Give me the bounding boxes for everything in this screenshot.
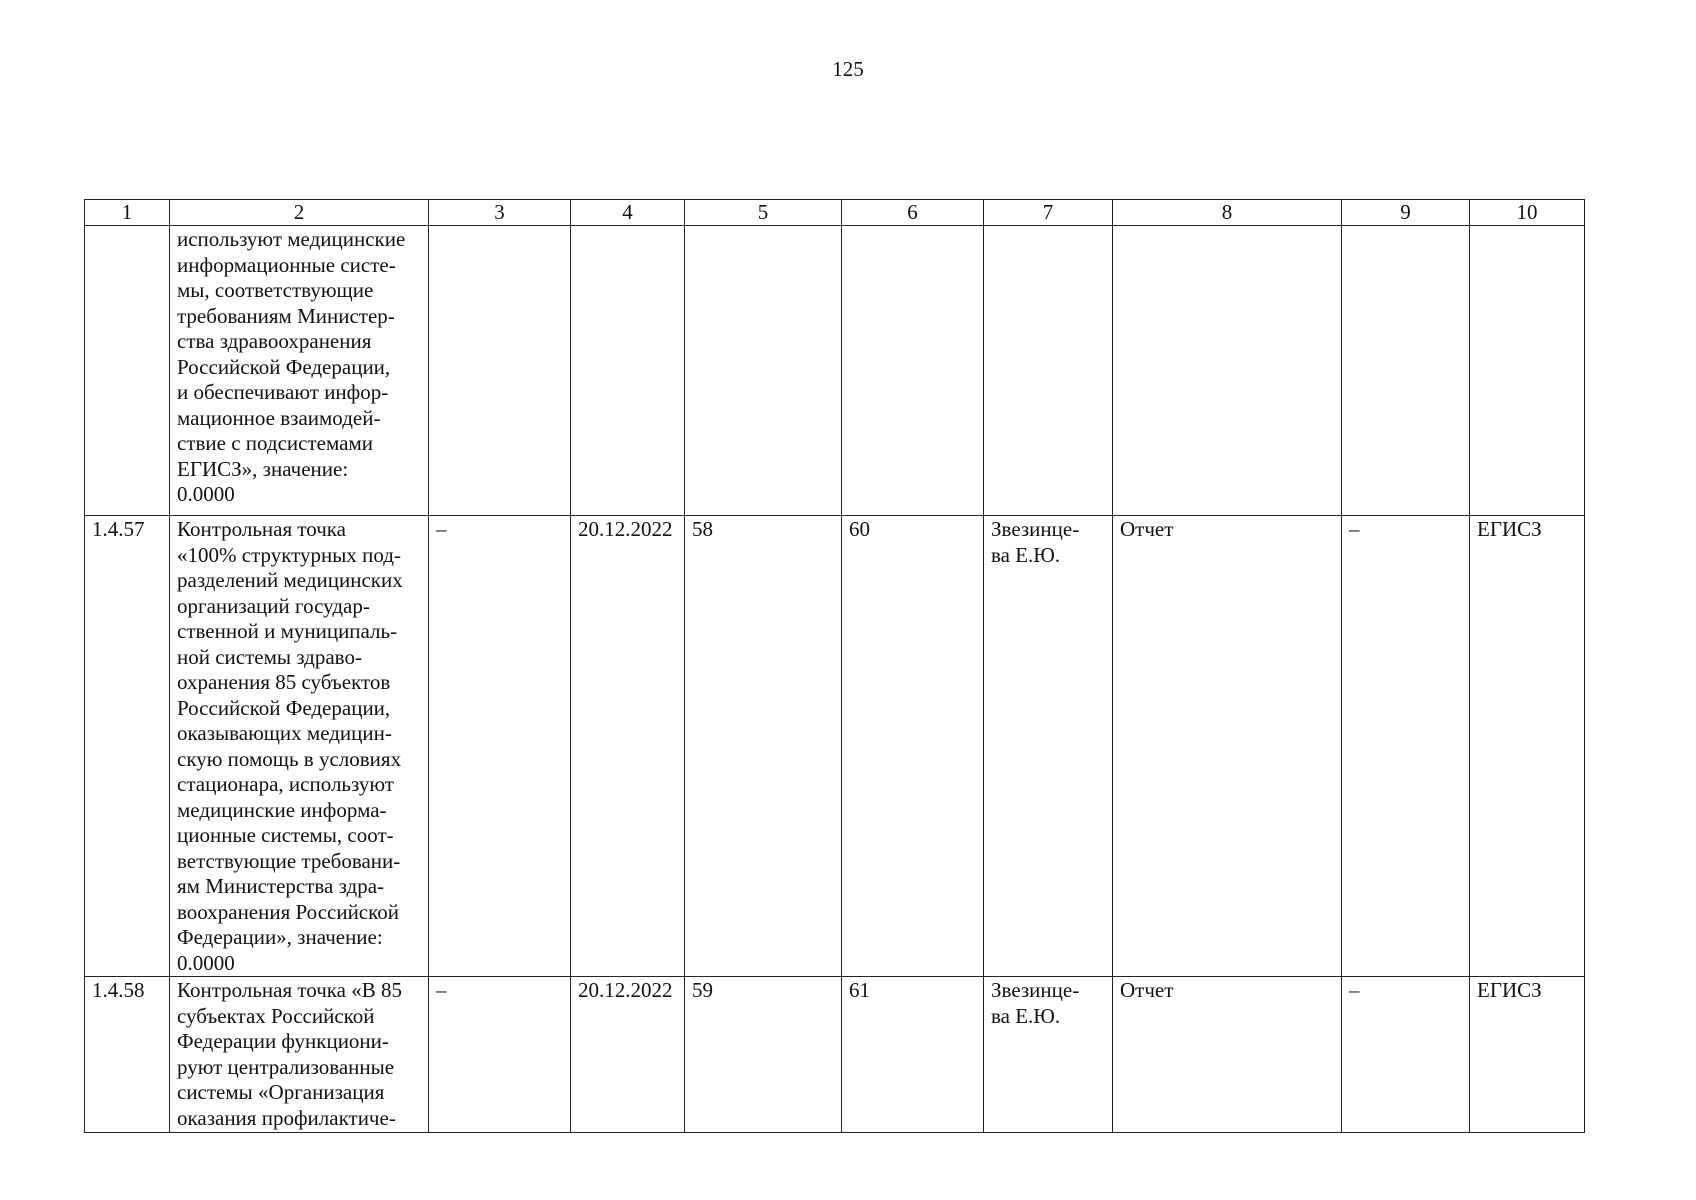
table-row-continuation	[85, 226, 1585, 516]
date-cell	[571, 226, 685, 516]
description-cell: используют медицинские информационные систе- мы, соответствующие требованиям Министер- ства здравоохранения Российской Федерации, и обеспечивают инфор- мационное взаимодей- ствие с подсистемами ЕГИСЗ», значение: 0.0000	[170, 226, 429, 516]
column-header: 5	[685, 200, 842, 226]
column-header: 6	[842, 200, 984, 226]
col5-cell: 58	[685, 516, 842, 977]
row-id-cell	[85, 226, 170, 516]
col6-cell: 61	[842, 977, 984, 1133]
col3-cell	[429, 226, 571, 516]
header-row	[85, 200, 1585, 226]
col3-cell: –	[429, 516, 571, 977]
table-row	[85, 516, 1585, 977]
column-header: 10	[1470, 200, 1585, 226]
column-header: 4	[571, 200, 685, 226]
col9-cell: –	[1342, 516, 1470, 977]
column-header: 7	[984, 200, 1113, 226]
column-header: 1	[85, 200, 170, 226]
col9-cell	[1342, 226, 1470, 516]
system-cell: ЕГИСЗ	[1470, 516, 1585, 977]
col6-cell: 60	[842, 516, 984, 977]
col5-cell: 59	[685, 977, 842, 1133]
description-cell: Контрольная точка «100% структурных под- разделений медицинских организаций государ- ственной и муниципаль- ной системы здраво- охранения 85 субъектов Российской Федерации, оказывающих медицин- скую помощь в условиях стационара, используют медицинские информа- ционные системы, соот- ветствующие требовани- ям Министерства здра- воохранения Российской Федерации», значение: 0.0000	[170, 516, 429, 977]
document-cell: Отчет	[1113, 516, 1342, 977]
description-cell: Контрольная точка «В 85 субъектах Российской Федерации функциони- руют централизованные системы «Организация оказания профилактиче-	[170, 977, 429, 1133]
responsible-cell	[984, 226, 1113, 516]
column-header: 3	[429, 200, 571, 226]
page-number: 125	[832, 57, 864, 81]
col5-cell	[685, 226, 842, 516]
col3-cell: –	[429, 977, 571, 1133]
schedule-table	[84, 199, 1585, 1133]
date-cell: 20.12.2022	[571, 516, 685, 977]
system-cell: ЕГИСЗ	[1470, 977, 1585, 1133]
col9-cell: –	[1342, 977, 1470, 1133]
column-header: 9	[1342, 200, 1470, 226]
column-header: 2	[170, 200, 429, 226]
table-row	[85, 977, 1585, 1133]
col6-cell	[842, 226, 984, 516]
system-cell	[1470, 226, 1585, 516]
document-cell	[1113, 226, 1342, 516]
responsible-cell: Звезинце- ва Е.Ю.	[984, 516, 1113, 977]
document-cell: Отчет	[1113, 977, 1342, 1133]
date-cell: 20.12.2022	[571, 977, 685, 1133]
column-header: 8	[1113, 200, 1342, 226]
row-id-cell: 1.4.57	[85, 516, 170, 977]
responsible-cell: Звезинце- ва Е.Ю.	[984, 977, 1113, 1133]
row-id-cell: 1.4.58	[85, 977, 170, 1133]
